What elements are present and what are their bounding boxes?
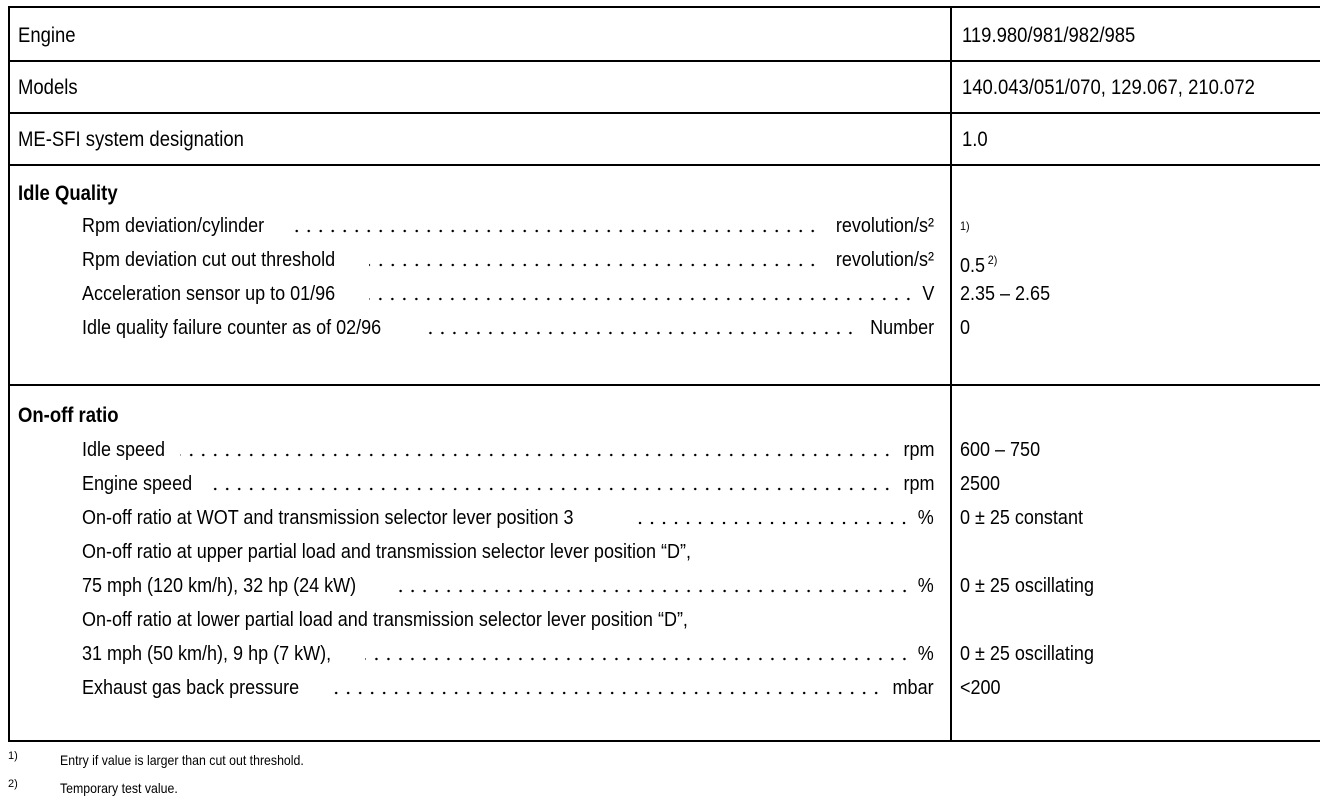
engine-label: Engine (18, 24, 76, 47)
item-unit: revolution/s² (835, 215, 934, 237)
leader-dots (634, 521, 910, 525)
on-off-ratio-title: On-off ratio (18, 404, 119, 427)
item-unit: % (917, 643, 934, 665)
item-value: 0.5 $^{2)}$ (960, 253, 998, 277)
item-unit: % (917, 575, 934, 597)
footnote-mark: 1) (8, 750, 18, 762)
item-name: Exhaust gas back pressure (82, 677, 300, 699)
item-value: 0 ± 25 constant (960, 507, 1083, 529)
column-divider (950, 6, 952, 742)
item-unit: V (921, 283, 934, 305)
row-divider (8, 164, 1320, 166)
list-item (82, 278, 934, 306)
footnote-text: Temporary test value. (60, 780, 178, 796)
leader-dots (369, 297, 914, 301)
footnote-text: Entry if value is larger than cut out threshold. (60, 752, 304, 768)
item-value: 0 (960, 317, 971, 339)
item-unit: % (917, 507, 934, 529)
models-value: 140.043/051/070, 129.067, 210.072 (962, 76, 1255, 99)
leader-dots (365, 657, 910, 661)
item-unit: revolution/s² (835, 249, 934, 271)
system-designation-value: 1.0 (962, 128, 988, 151)
item-name: On-off ratio at lower partial load and transmission selector lever position “D”, (82, 609, 688, 631)
list-item (82, 570, 934, 598)
list-item-line1 (82, 604, 934, 632)
leader-dots (369, 263, 819, 267)
item-name: 31 mph (50 km/h), 9 hp (7 kW), (82, 643, 332, 665)
engine-value: 119.980/981/982/985 (962, 24, 1136, 47)
system-designation-label: ME-SFI system designation (18, 128, 244, 151)
list-item (82, 244, 934, 272)
list-item (82, 312, 934, 340)
leader-dots (393, 589, 911, 593)
item-name: Acceleration sensor up to 01/96 (82, 283, 336, 305)
item-name: Engine speed (82, 473, 193, 495)
item-name: On-off ratio at upper partial load and transmission selector lever position “D”, (82, 541, 691, 563)
row-divider (8, 112, 1320, 114)
item-value: 2500 (960, 473, 1001, 495)
row-divider (8, 60, 1320, 62)
list-item-line1 (82, 536, 934, 564)
leader-dots (420, 331, 856, 335)
list-item (82, 672, 934, 700)
footnote-mark: 2) (8, 778, 18, 790)
item-value: 0 ± 25 oscillating (960, 643, 1094, 665)
leader-dots (180, 453, 893, 457)
item-name: On-off ratio at WOT and transmission selector lever position 3 (82, 507, 574, 529)
item-value: 0 ± 25 oscillating (960, 575, 1094, 597)
list-item (82, 502, 934, 530)
item-value: 1) (960, 219, 970, 233)
list-item (82, 210, 934, 238)
item-unit: rpm (902, 473, 934, 495)
item-value: 600 – 750 (960, 439, 1041, 461)
leader-dots (329, 691, 882, 695)
item-name: Idle speed (82, 439, 166, 461)
item-unit: mbar (892, 677, 934, 699)
item-name: Idle quality failure counter as of 02/96 (82, 317, 382, 339)
list-item (82, 468, 934, 496)
item-name: Rpm deviation/cylinder (82, 215, 265, 237)
item-unit: rpm (902, 439, 934, 461)
item-name: 75 mph (120 km/h), 32 hp (24 kW) (82, 575, 357, 597)
leader-dots (210, 487, 893, 491)
item-unit: Number (869, 317, 934, 339)
leader-dots (290, 229, 819, 233)
list-item (82, 638, 934, 666)
models-label: Models (18, 76, 78, 99)
item-name: Rpm deviation cut out threshold (82, 249, 336, 271)
item-value: <200 (960, 677, 1001, 699)
idle-quality-title: Idle Quality (18, 182, 118, 205)
list-item (82, 434, 934, 462)
footnote-ref: 2) (987, 253, 998, 267)
item-value: 2.35 – 2.65 (960, 283, 1051, 305)
row-divider (8, 384, 1320, 386)
